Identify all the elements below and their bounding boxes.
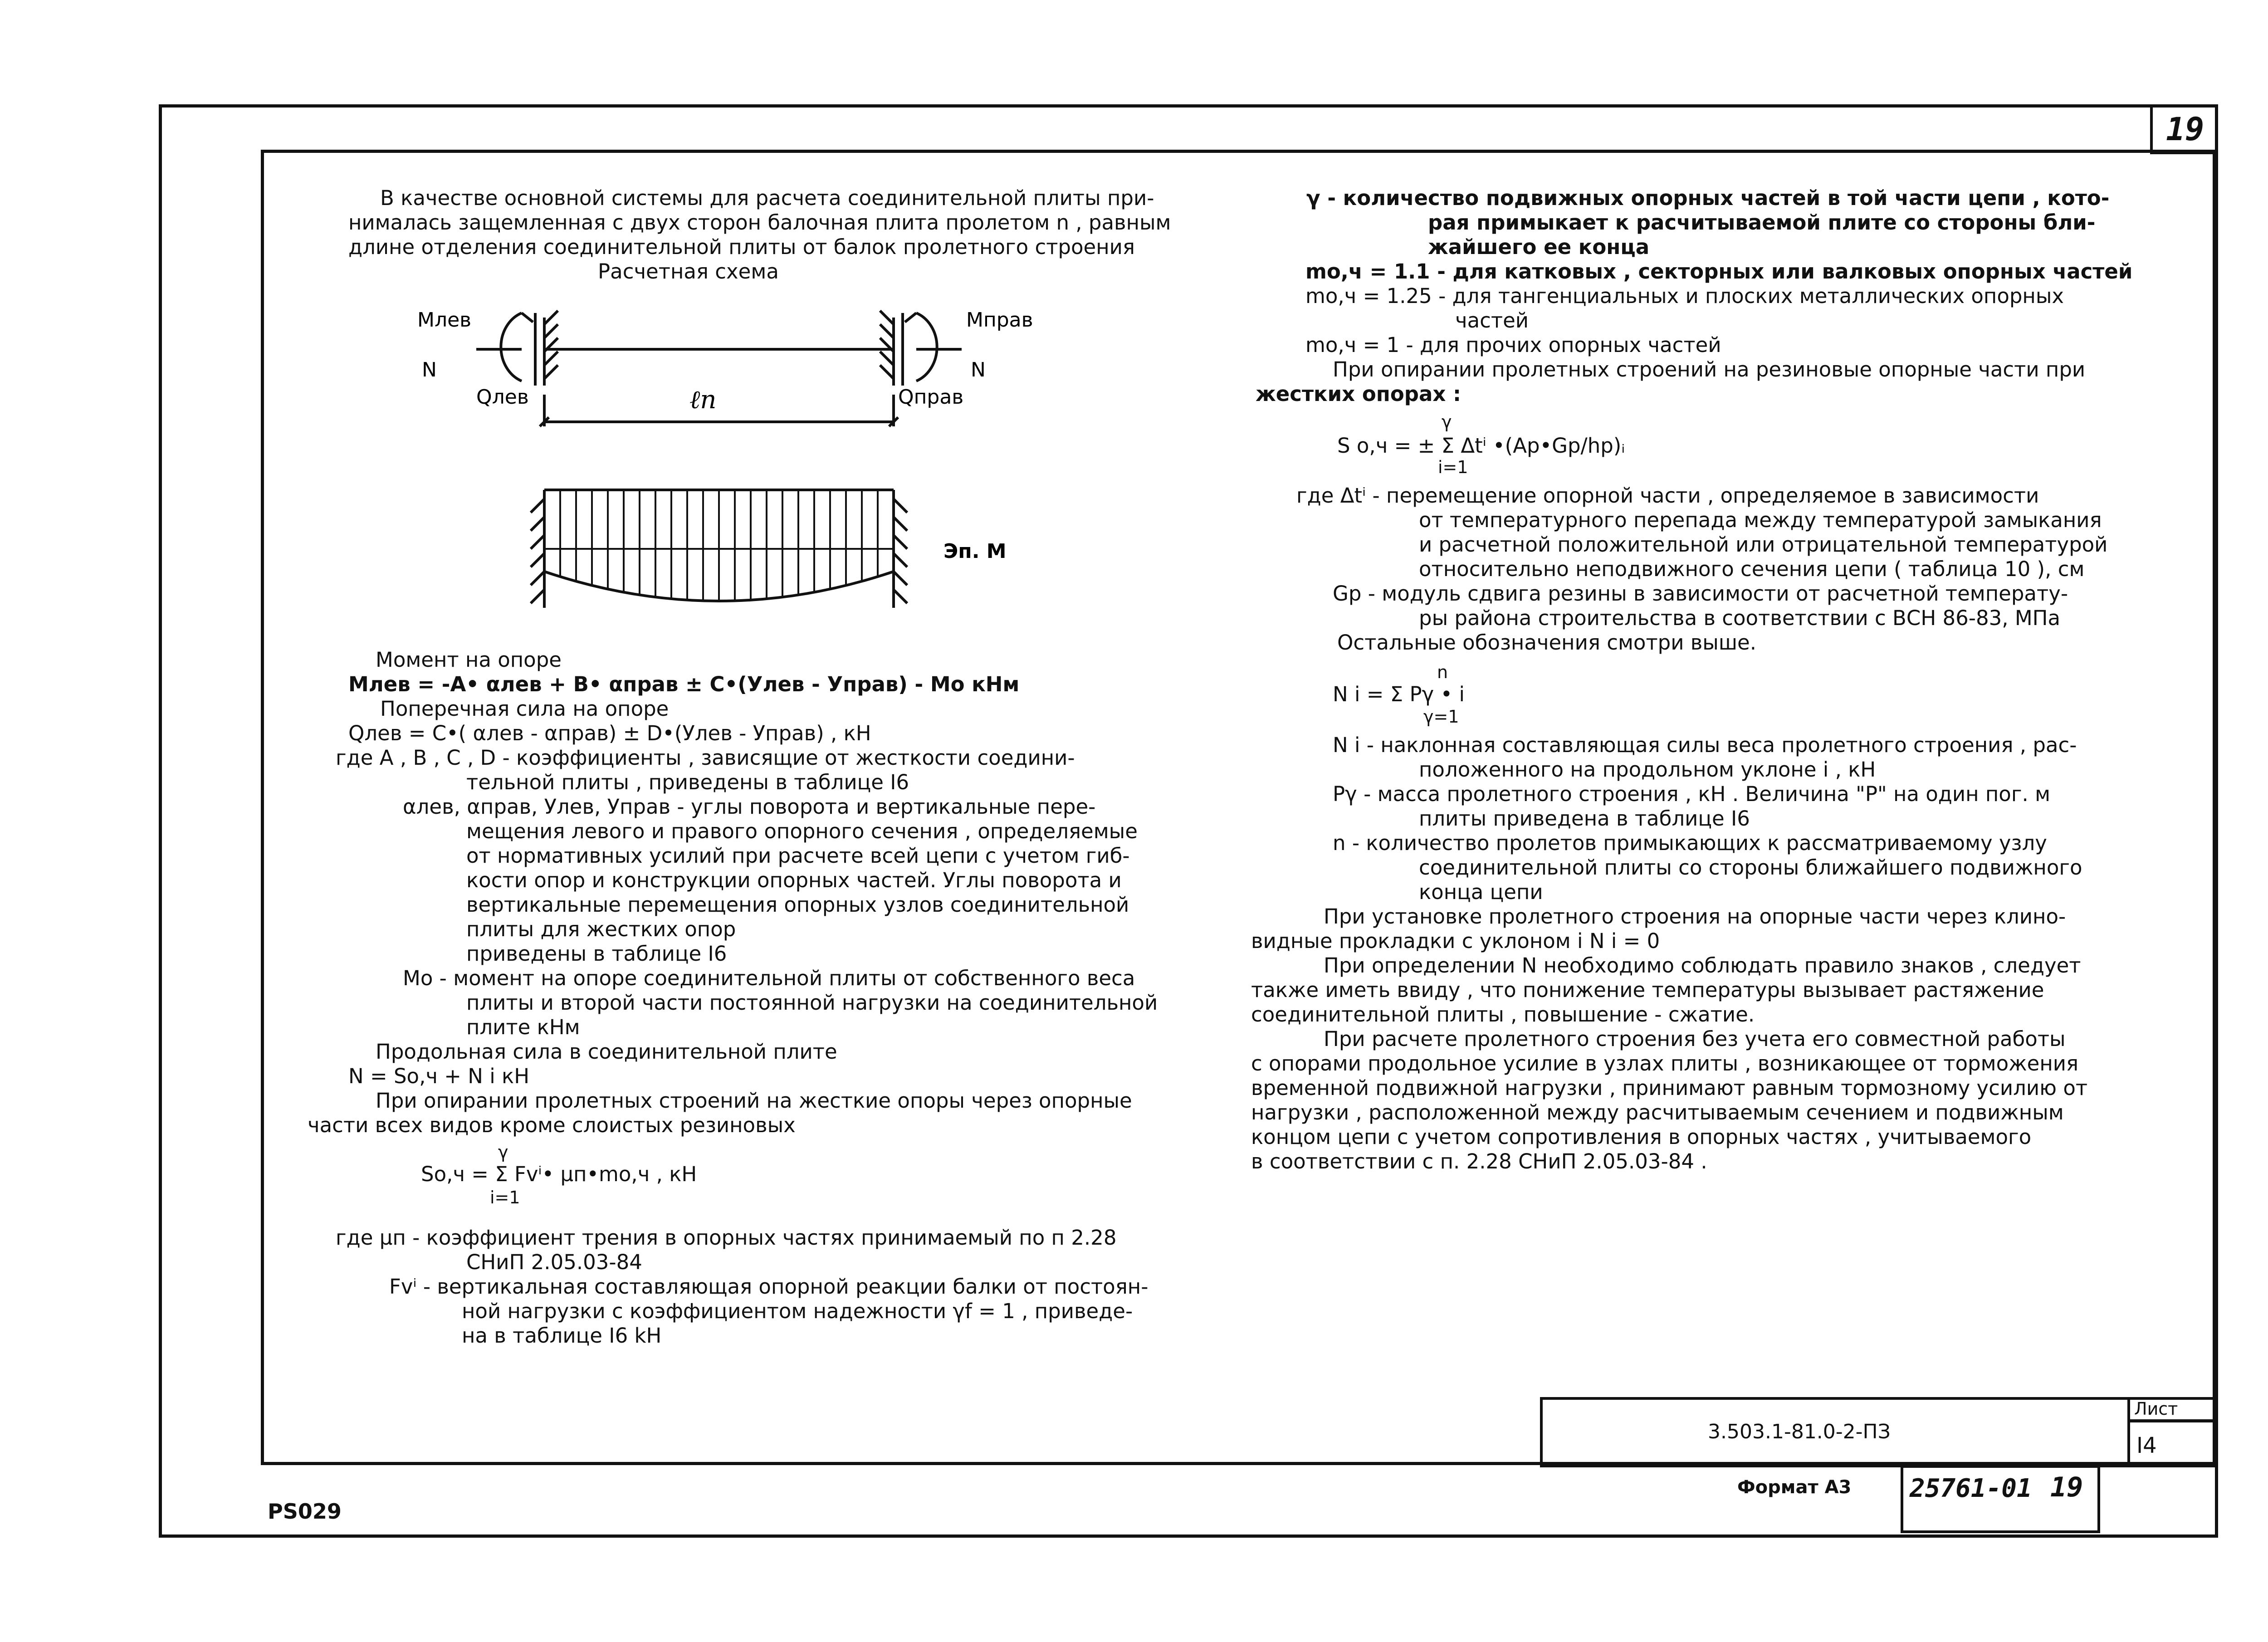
right-c-16: нагрузки , расположенной между расчитываемым сечением и подвижным bbox=[1251, 1100, 2064, 1124]
left-line-12: плиты для жестких опор bbox=[466, 917, 736, 941]
left-line-19: При опирании пролетных строений на жесткие опоры через опорные bbox=[376, 1089, 1132, 1113]
intro-line-1: В качестве основной системы для расчета соединительной плиты при- bbox=[380, 186, 1154, 210]
scheme-title: Расчетная схема bbox=[598, 259, 779, 283]
intro-line-2: нималась защемленная с двух сторон балочная плита пролетом n , равным bbox=[348, 210, 1171, 235]
list-label: Лист bbox=[2134, 1399, 2178, 1419]
right-a-5: mо,ч = 1.25 - для тангенциальных и плоских металлических опорных bbox=[1305, 284, 2064, 308]
left-line-15: плиты и второй части постоянной нагрузки на соединительной bbox=[466, 991, 1158, 1015]
right-a-1: γ - количество подвижных опорных частей в той части цепи , кото- bbox=[1306, 186, 2110, 210]
right-c-5: n - количество пролетов примыкающих к рассматриваемому узлу bbox=[1333, 831, 2047, 855]
left-line-18: N = Sо,ч + N i кН bbox=[348, 1064, 530, 1088]
left-line-17: Продольная сила в соединительной плите bbox=[376, 1040, 837, 1064]
where-fv-3: на в таблице I6 kH bbox=[462, 1324, 662, 1348]
right-c-3: Рγ - масса пролетного строения , кН . Величина "Р" на один пог. м bbox=[1333, 782, 2051, 806]
left-line-4: Qлев = С•( αлев - αправ) ± D•(Улев - Управ) , кН bbox=[348, 721, 871, 745]
calc-scheme-diagram bbox=[408, 290, 1043, 454]
right-a-7: mо,ч = 1 - для прочих опорных частей bbox=[1305, 333, 1721, 357]
left-line-16: плите кНм bbox=[466, 1015, 580, 1039]
label-n-right: N bbox=[971, 358, 986, 381]
formula-ni-lower: γ=1 bbox=[1423, 707, 1459, 727]
formula-rubber: S о,ч = ± Σ Δtⁱ •(Ар•Gр/hр)ᵢ bbox=[1337, 434, 1625, 458]
right-c-2: положенного на продольном уклоне i , кН bbox=[1419, 757, 1876, 782]
right-b-2: от температурного перепада между температурой замыкания bbox=[1419, 508, 2102, 532]
right-b-5: Gр - модуль сдвига резины в зависимости от расчетной температу- bbox=[1333, 582, 2068, 606]
right-a-9: жестких опорах : bbox=[1256, 382, 1461, 406]
label-m-left: Млев bbox=[417, 308, 472, 332]
formula-so-upper: γ bbox=[498, 1142, 508, 1162]
right-b-1: где Δtⁱ - перемещение опорной части , определяемое в зависимости bbox=[1296, 484, 2039, 508]
right-c-11: также иметь ввиду , что понижение температуры вызывает растяжение bbox=[1251, 978, 2044, 1002]
list-number: I4 bbox=[2136, 1433, 2157, 1458]
left-line-10: кости опор и конструкции опорных частей. Углы поворота и bbox=[466, 868, 1122, 892]
right-c-4: плиты приведена в таблице I6 bbox=[1419, 806, 1750, 831]
left-line-20: части всех видов кроме слоистых резиновых bbox=[308, 1113, 796, 1137]
stamp-code: PS029 bbox=[268, 1499, 342, 1524]
right-c-8: При установке пролетного строения на опорные части через клино- bbox=[1324, 904, 2066, 929]
left-line-6: тельной плиты , приведены в таблице I6 bbox=[466, 770, 909, 794]
left-line-3: Поперечная сила на опоре bbox=[380, 697, 669, 721]
formula-so: Sо,ч = Σ Fvⁱ• μп•mо,ч , кН bbox=[421, 1162, 697, 1186]
archive-page: 19 bbox=[2050, 1471, 2083, 1503]
right-c-1: N i - наклонная составляющая силы веса пролетного строения , рас- bbox=[1333, 733, 2077, 757]
moment-diagram bbox=[499, 481, 1089, 630]
format-label: Формат А3 bbox=[1737, 1477, 1852, 1498]
intro-line-3: длине отделения соединительной плиты от балок пролетного строения bbox=[348, 235, 1135, 259]
right-b-3: и расчетной положительной или отрицательной температурой bbox=[1419, 533, 2108, 557]
formula-ni: N i = Σ Рγ • i bbox=[1333, 682, 1465, 706]
corner-page-number: 19 bbox=[2166, 111, 2204, 148]
right-c-15: временной подвижной нагрузки , принимают равным тормозному усилию от bbox=[1251, 1076, 2088, 1100]
right-c-9: видные прокладки с уклоном i N i = 0 bbox=[1251, 929, 1660, 953]
right-a-8: При опирании пролетных строений на резиновые опорные части при bbox=[1333, 357, 2086, 381]
left-line-1: Момент на опоре bbox=[376, 648, 562, 672]
label-span: ℓп bbox=[689, 385, 717, 415]
where-mu-2: СНиП 2.05.03-84 bbox=[466, 1250, 642, 1274]
formula-rubber-lower: i=1 bbox=[1438, 457, 1468, 477]
right-a-2: рая примыкает к расчитываемой плите со стороны бли- bbox=[1428, 210, 2096, 235]
formula-ni-upper: n bbox=[1437, 662, 1448, 682]
left-line-5: где А , В , С , D - коэффициенты , зависящие от жесткости соедини- bbox=[336, 746, 1075, 770]
right-a-3: жайшего ее конца bbox=[1428, 235, 1650, 259]
where-fv-1: Fvⁱ - вертикальная составляющая опорной реакции балки от постоян- bbox=[389, 1275, 1149, 1299]
label-m-right: Мправ bbox=[966, 308, 1033, 332]
left-line-14: Мо - момент на опоре соединительной плиты от собственного веса bbox=[403, 966, 1135, 990]
right-b-7: Остальные обозначения смотри выше. bbox=[1337, 630, 1756, 655]
right-a-6: частей bbox=[1455, 308, 1529, 332]
right-c-18: в соответствии с п. 2.28 СНиП 2.05.03-84 . bbox=[1251, 1149, 1707, 1173]
right-a-4: mо,ч = 1.1 - для катковых , секторных или валковых опорных частей bbox=[1305, 259, 2133, 283]
right-b-6: ры района строительства в соответствии с ВСН 86-83, МПа bbox=[1419, 606, 2061, 630]
doc-code: 3.503.1-81.0-2-ПЗ bbox=[1708, 1420, 1891, 1443]
left-line-9: от нормативных усилий при расчете всей цепи с учетом гиб- bbox=[466, 844, 1130, 868]
label-q-left: Qлев bbox=[476, 386, 529, 409]
right-c-10: При определении N необходимо соблюдать правило знаков , следует bbox=[1324, 953, 2081, 977]
where-mu-1: где μп - коэффициент трения в опорных частях принимаемый по п 2.28 bbox=[336, 1226, 1117, 1250]
left-line-7: αлев, αправ, Улев, Управ - углы поворота и вертикальные пере- bbox=[403, 795, 1096, 819]
right-c-7: конца цепи bbox=[1419, 880, 1543, 904]
formula-rubber-upper: γ bbox=[1442, 412, 1452, 432]
left-line-11: вертикальные перемещения опорных узлов соединительной bbox=[466, 893, 1129, 917]
label-n-left: N bbox=[422, 358, 437, 381]
right-c-17: концом цепи с учетом сопротивления в опорных частях , учитываемого bbox=[1251, 1125, 2032, 1149]
right-c-12: соединительной плиты , повышение - сжатие. bbox=[1251, 1002, 1755, 1026]
right-c-6: соединительной плиты со стороны ближайшего подвижного bbox=[1419, 855, 2082, 880]
formula-so-lower: i=1 bbox=[490, 1188, 520, 1207]
moment-plot-label: Эп. М bbox=[943, 540, 1007, 563]
archive-number: 25761-01 bbox=[1910, 1474, 2032, 1503]
label-q-right: Qправ bbox=[898, 386, 964, 409]
left-line-13: приведены в таблице I6 bbox=[466, 942, 727, 966]
left-line-8: мещения левого и правого опорного сечения , определяемые bbox=[466, 819, 1138, 843]
right-c-13: При расчете пролетного строения без учета его совместной работы bbox=[1324, 1027, 2066, 1051]
right-c-14: с опорами продольное усилие в узлах плиты , возникающее от торможения bbox=[1251, 1051, 2079, 1075]
left-line-2: Млев = -А• αлев + В• αправ ± С•(Улев - Управ) - Мо кНм bbox=[348, 672, 1020, 696]
right-b-4: относительно неподвижного сечения цепи ( таблица 10 ), см bbox=[1419, 557, 2085, 581]
where-fv-2: ной нагрузки с коэффициентом надежности γf = 1 , приведе- bbox=[462, 1299, 1133, 1323]
